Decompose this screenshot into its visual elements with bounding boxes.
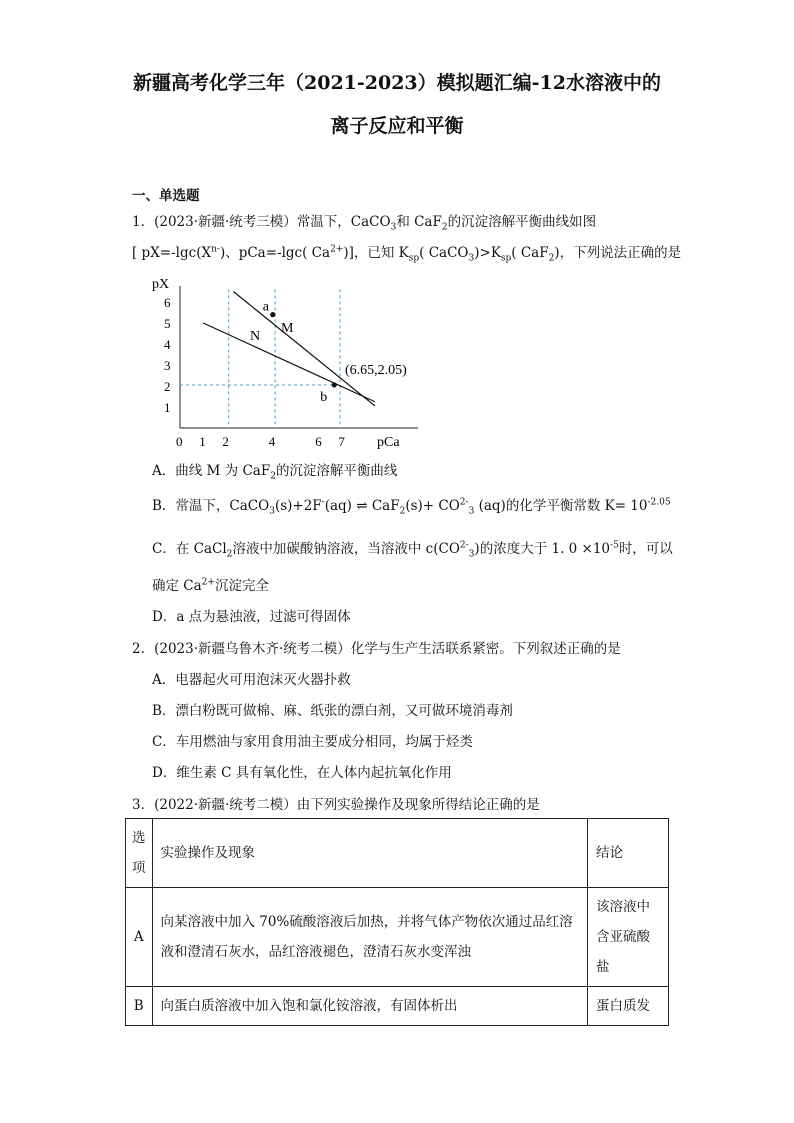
x-tick-label: 6 bbox=[315, 434, 322, 449]
section-heading: 一、单选题 bbox=[132, 188, 200, 204]
q2-option-c: C．车用燃油与家用食用油主要成分相同，均属于烃类 bbox=[152, 734, 473, 750]
intersection-label: (6.65,2.05) bbox=[345, 363, 407, 378]
point-b bbox=[332, 382, 337, 387]
table-row bbox=[126, 888, 669, 987]
doc-title-line2: 离子反应和平衡 bbox=[330, 115, 464, 137]
q2-option-b: B．漂白粉既可做棉、麻、纸张的漂白剂，又可做环境消毒剂 bbox=[152, 703, 513, 719]
solubility-chart bbox=[140, 268, 430, 458]
point-label-a: a bbox=[262, 299, 270, 315]
q2-option-d: D．维生素 C 具有氧化性，在人体内起抗氧化作用 bbox=[152, 765, 452, 781]
q1-option-c: C．在 CaCl$_2$溶液中加碳酸钠溶液，当溶液中 $c(CO^{2-}_3)$的浓度大于 1. $0 \times 10^{-5}$时，可以 bbox=[152, 540, 673, 560]
q2-stem: 2．(2023·新疆乌鲁木齐·统考二模）化学与生产生活联系紧密。下列叙述正确的是 bbox=[132, 641, 621, 657]
q2-option-a: A．电器起火可用泡沫灭火器扑救 bbox=[152, 672, 351, 688]
x-tick-label: 4 bbox=[268, 434, 276, 449]
y-tick-label: 2 bbox=[164, 379, 171, 394]
q1-option-d: D．a 点为悬浊液，过滤可得固体 bbox=[152, 609, 351, 625]
q3-table bbox=[125, 818, 669, 1026]
x-tick-label: 1 bbox=[199, 434, 206, 449]
row-option: B bbox=[126, 987, 153, 1026]
row-conclusion: 蛋白质发 bbox=[588, 987, 669, 1026]
curve-m bbox=[233, 292, 375, 406]
q1-option-a: A．曲线 M 为 CaF$_2$的沉淀溶解平衡曲线 bbox=[152, 463, 398, 482]
y-tick-label: 1 bbox=[164, 400, 171, 415]
row-operation: 向蛋白质溶液中加入饱和氯化铵溶液，有固体析出 bbox=[152, 987, 588, 1026]
header-option: 选项 bbox=[126, 819, 153, 888]
doc-title-line1: 新疆高考化学三年（2021-2023）模拟题汇编-12水溶液中的 bbox=[133, 72, 661, 94]
row-operation: 向某溶液中加入 70%硫酸溶液后加热，并将气体产物依次通过品红溶液和澄清石灰水，品红溶液褪色，澄清石灰水变浑浊 bbox=[152, 888, 588, 987]
y-tick-label: 3 bbox=[164, 358, 171, 373]
q1-option-c-cont: 确定 $Ca^{2+}$沉淀完全 bbox=[152, 577, 269, 594]
row-option: A bbox=[126, 888, 153, 987]
x-axis-label: pCa bbox=[377, 435, 400, 450]
y-tick-label: 4 bbox=[164, 337, 171, 352]
point-label-b: b bbox=[320, 389, 328, 405]
x-tick-label: 0 bbox=[176, 434, 183, 449]
curve-label-n: N bbox=[250, 329, 261, 344]
table-header-row bbox=[126, 819, 669, 888]
y-tick-label: 6 bbox=[164, 295, 171, 310]
q1-stem-line1: 1．(2023·新疆·统考三模）常温下，CaCO$_3$和 CaF$_2$的沉淀溶解平衡曲线如图 bbox=[132, 214, 597, 233]
y-axis-label: pX bbox=[152, 277, 170, 292]
point-a bbox=[270, 312, 275, 317]
x-tick-label: 2 bbox=[222, 434, 229, 449]
curve-label-m: M bbox=[281, 321, 294, 336]
row-conclusion: 该溶液中含亚硫酸盐 bbox=[588, 888, 669, 987]
q1-stem-line2: [ $pX=-\lg c(X^{n-})$、pCa=-lgc( $Ca^{2+}$)]，已知 $K_{sp}$( $CaCO_3)>K_{sp}$( CaF$_2$)，下列说法正确的是 bbox=[132, 244, 682, 264]
header-conclusion: 结论 bbox=[588, 819, 669, 888]
y-tick-label: 5 bbox=[164, 316, 171, 331]
q1-option-b: B．常温下，CaCO$_3$(s)+2F-(aq) ⇌ $CaF_2(s)+ CO^{2-}_3$ (aq)的化学平衡常数 $K= 10^{-2.05}$ bbox=[152, 497, 671, 517]
table-row bbox=[126, 987, 669, 1026]
x-tick-label: 7 bbox=[338, 434, 345, 449]
header-operation: 实验操作及现象 bbox=[152, 819, 588, 888]
q3-stem: 3．(2022·新疆·统考二模）由下列实验操作及现象所得结论正确的是 bbox=[132, 797, 540, 813]
